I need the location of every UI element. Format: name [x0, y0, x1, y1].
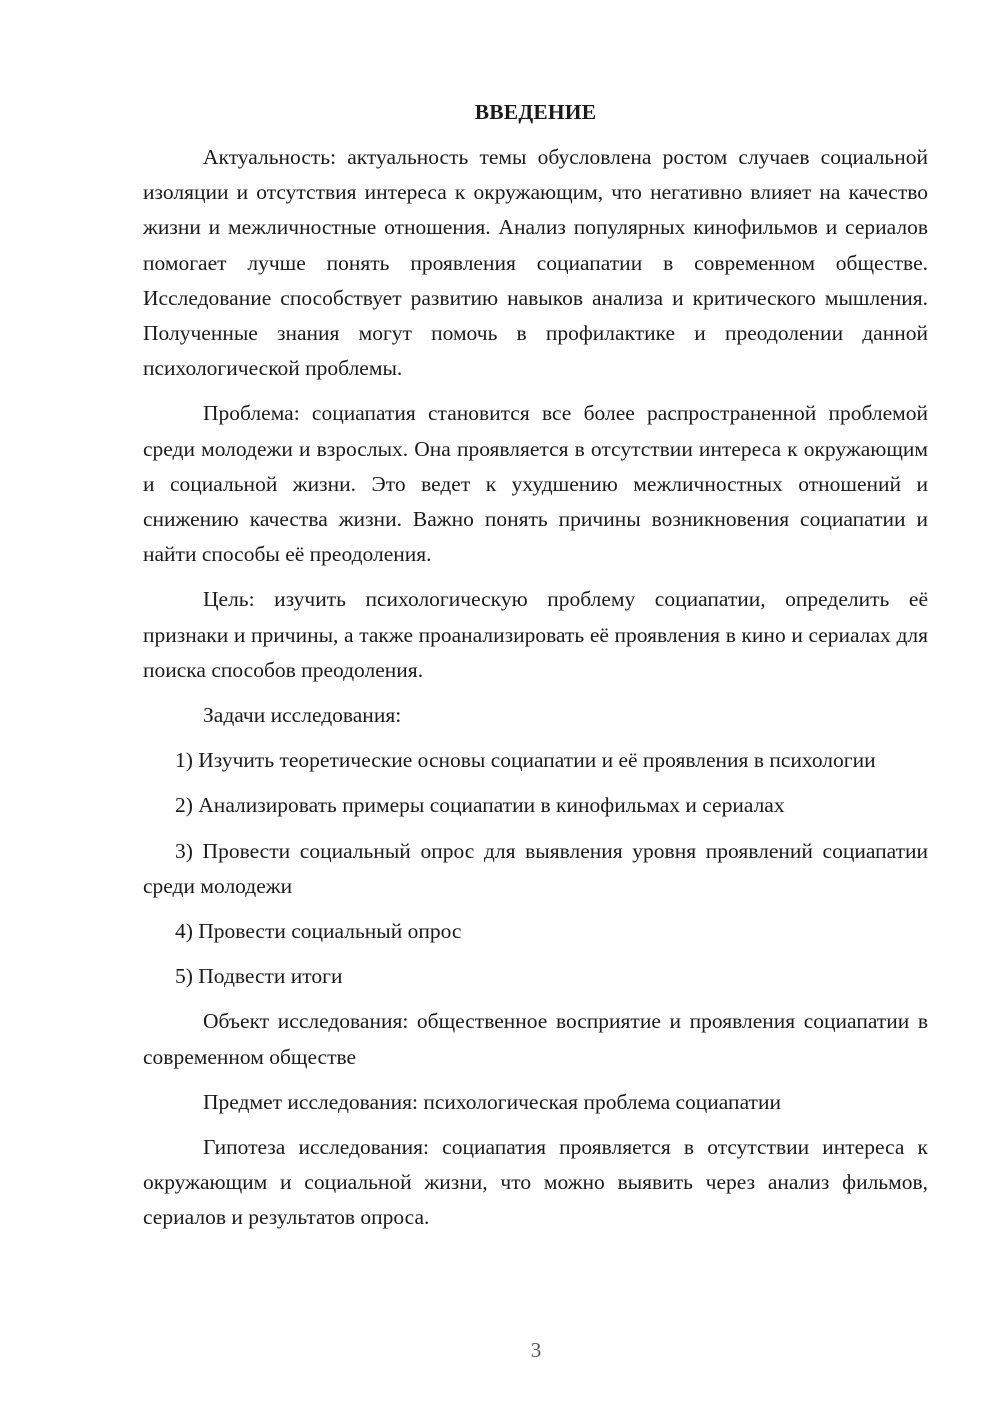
goal-paragraph: Цель: изучить психологическую проблему социапатии, определить её признаки и причины, а также проанализировать её проявления в кино и сериалах для поиска способов преодоления.	[143, 587, 928, 682]
object-paragraph: Объект исследования: общественное восприятие и проявления социапатии в современном обществе	[143, 1009, 928, 1069]
task-item: 1) Изучить теоретические основы социапатии и её проявления в психологии	[175, 748, 876, 773]
task-item: 2) Анализировать примеры социапатии в кинофильмах и сериалах	[175, 793, 785, 818]
task-item: 3) Провести социальный опрос для выявления уровня проявлений социапатии среди молодежи	[143, 838, 928, 898]
page-title: ВВЕДЕНИЕ	[474, 100, 597, 124]
tasks-heading: Задачи исследования:	[203, 703, 402, 728]
page-number: 3	[530, 1338, 542, 1362]
problem-paragraph: Проблема: социапатия становится все более распространенной проблемой среди молодежи и взрослых. Она проявляется в отсутствии интереса к окружающим и социальной жизни. Это ведет к ухудшению межличностных отношений и снижению качества жизни. Важно понять причины возникновения социапатии и найти способы её преодоления.	[143, 401, 928, 567]
task-item: 5) Подвести итоги	[175, 964, 343, 989]
page-content	[143, 96, 928, 1236]
hypothesis-paragraph: Гипотеза исследования: социапатия проявляется в отсутствии интереса к окружающим и социальной жизни, что можно выявить через анализ фильмов, сериалов и результатов опроса.	[143, 1135, 928, 1230]
relevance-paragraph: Актуальность: актуальность темы обусловлена ростом случаев социальной изоляции и отсутствия интереса к окружающим, что негативно влияет на качество жизни и межличностные отношения. Анализ популярных кинофильмов и сериалов помогает лучше понять проявления социапатии в современном обществе. Исследование способствует развитию навыков анализа и критического мышления. Полученные знания могут помочь в профилактике и преодолении данной психологической проблемы.	[143, 145, 928, 381]
subject-paragraph: Предмет исследования: психологическая проблема социапатии	[203, 1089, 781, 1114]
task-item: 4) Провести социальный опрос	[175, 919, 462, 944]
